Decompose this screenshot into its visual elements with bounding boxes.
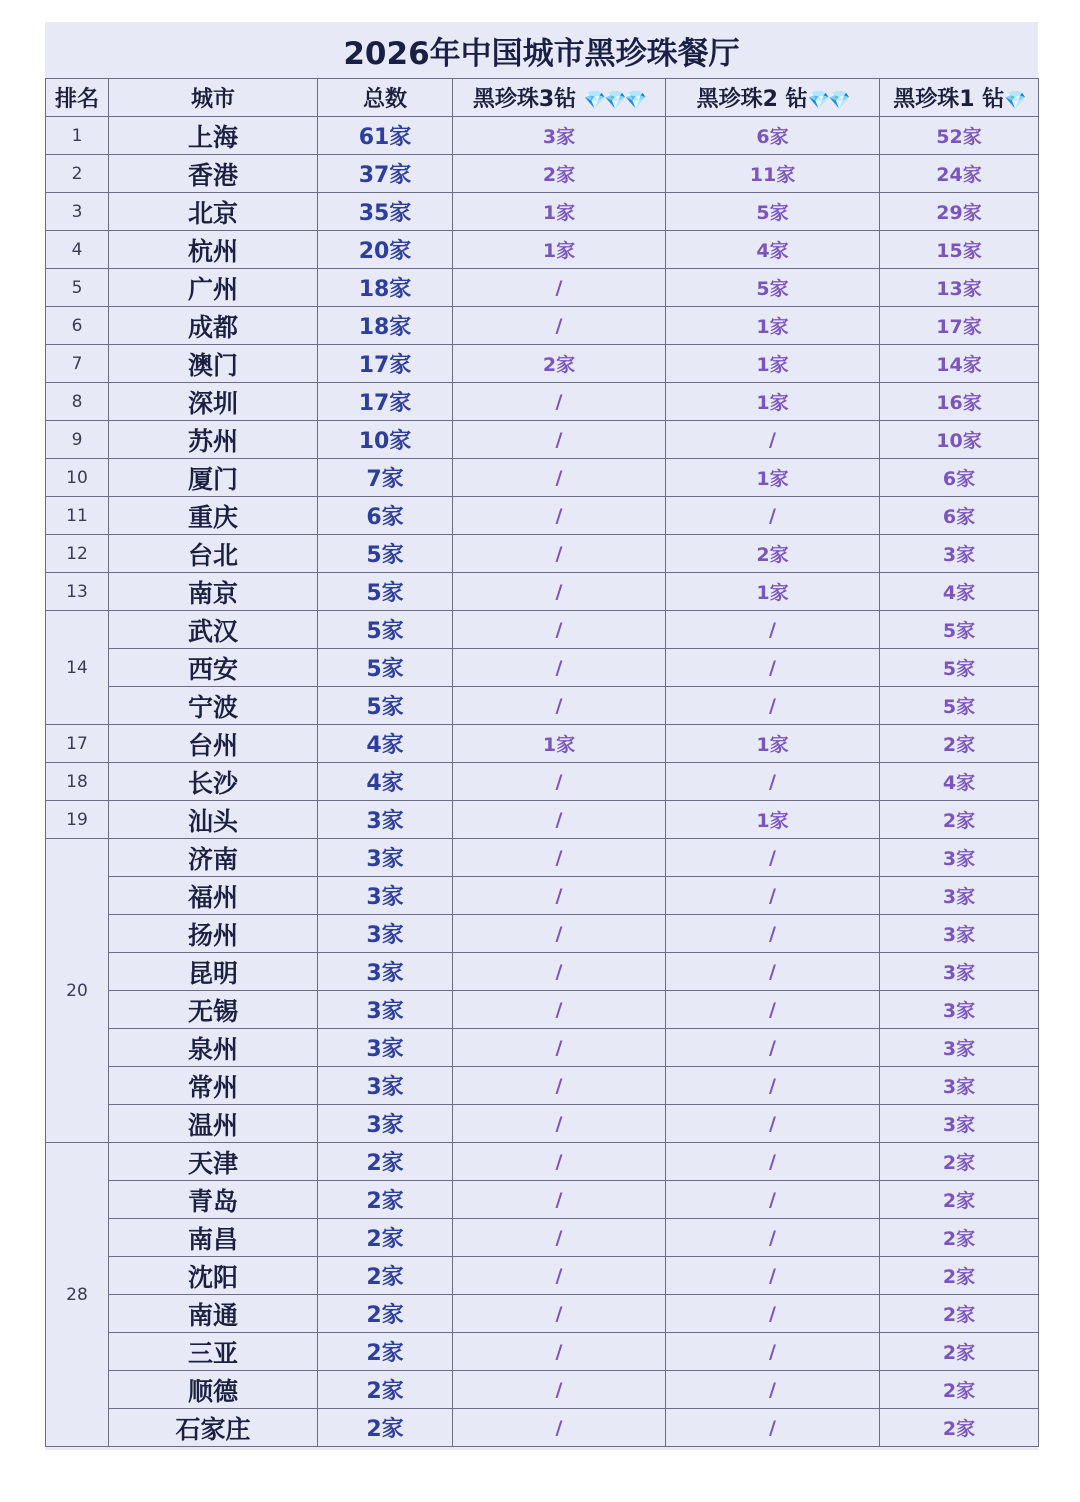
total-cell: 3家 — [318, 801, 453, 839]
total-cell: 10家 — [318, 421, 453, 459]
total-cell: 5家 — [318, 611, 453, 649]
one-diamond-cell: 5家 — [880, 687, 1039, 725]
header-rank: 排名 — [46, 79, 109, 117]
total-cell: 3家 — [318, 877, 453, 915]
rank-cell: 10 — [46, 459, 109, 497]
table-row — [46, 839, 1039, 877]
city-cell: 青岛 — [109, 1181, 318, 1219]
rank-cell: 12 — [46, 535, 109, 573]
table-row — [46, 535, 1039, 573]
one-diamond-cell: 24家 — [880, 155, 1039, 193]
two-diamond-cell: / — [666, 763, 880, 801]
two-diamond-cell: / — [666, 1105, 880, 1143]
table-row — [46, 459, 1039, 497]
three-diamond-cell: 1家 — [453, 193, 666, 231]
two-diamond-cell: / — [666, 953, 880, 991]
table-row — [46, 117, 1039, 155]
three-diamond-cell: / — [453, 1105, 666, 1143]
rank-cell: 3 — [46, 193, 109, 231]
three-diamond-cell: / — [453, 1409, 666, 1447]
table-row — [46, 269, 1039, 307]
table-row — [46, 1143, 1039, 1181]
three-diamond-cell: / — [453, 801, 666, 839]
rank-cell: 6 — [46, 307, 109, 345]
total-cell: 2家 — [318, 1219, 453, 1257]
three-diamond-cell: / — [453, 953, 666, 991]
three-diamond-cell: / — [453, 497, 666, 535]
city-cell: 三亚 — [109, 1333, 318, 1371]
two-diamond-cell: / — [666, 1067, 880, 1105]
city-cell: 广州 — [109, 269, 318, 307]
rank-cell: 8 — [46, 383, 109, 421]
header-city: 城市 — [109, 79, 318, 117]
one-diamond-cell: 3家 — [880, 535, 1039, 573]
two-diamond-cell: / — [666, 497, 880, 535]
table-row — [46, 877, 1039, 915]
city-cell: 温州 — [109, 1105, 318, 1143]
header-2-diamond-label: 黑珍珠2 钻 — [696, 87, 808, 112]
city-cell: 常州 — [109, 1067, 318, 1105]
rank-cell: 4 — [46, 231, 109, 269]
table-row — [46, 1371, 1039, 1409]
one-diamond-cell: 3家 — [880, 839, 1039, 877]
table-row — [46, 573, 1039, 611]
three-diamond-cell: / — [453, 1257, 666, 1295]
ranking-sheet — [45, 22, 1038, 1450]
three-diamond-cell: 2家 — [453, 155, 666, 193]
table-row — [46, 307, 1039, 345]
city-cell: 泉州 — [109, 1029, 318, 1067]
total-cell: 3家 — [318, 915, 453, 953]
diamond-icon: 💎 — [1004, 90, 1025, 111]
diamond-icon: 💎💎 — [807, 90, 849, 111]
three-diamond-cell: 3家 — [453, 117, 666, 155]
total-cell: 5家 — [318, 649, 453, 687]
total-cell: 17家 — [318, 383, 453, 421]
three-diamond-cell: / — [453, 1143, 666, 1181]
one-diamond-cell: 15家 — [880, 231, 1039, 269]
three-diamond-cell: / — [453, 383, 666, 421]
table-body — [46, 117, 1039, 1447]
city-cell: 苏州 — [109, 421, 318, 459]
two-diamond-cell: / — [666, 1181, 880, 1219]
one-diamond-cell: 2家 — [880, 801, 1039, 839]
three-diamond-cell: / — [453, 687, 666, 725]
two-diamond-cell: / — [666, 1409, 880, 1447]
total-cell: 2家 — [318, 1371, 453, 1409]
two-diamond-cell: / — [666, 611, 880, 649]
two-diamond-cell: 1家 — [666, 725, 880, 763]
city-cell: 昆明 — [109, 953, 318, 991]
three-diamond-cell: / — [453, 1181, 666, 1219]
two-diamond-cell: / — [666, 1371, 880, 1409]
three-diamond-cell: / — [453, 307, 666, 345]
two-diamond-cell: / — [666, 1219, 880, 1257]
two-diamond-cell: / — [666, 877, 880, 915]
total-cell: 5家 — [318, 573, 453, 611]
total-cell: 2家 — [318, 1143, 453, 1181]
total-cell: 3家 — [318, 1029, 453, 1067]
one-diamond-cell: 3家 — [880, 877, 1039, 915]
one-diamond-cell: 5家 — [880, 611, 1039, 649]
two-diamond-cell: / — [666, 687, 880, 725]
city-cell: 杭州 — [109, 231, 318, 269]
table-row — [46, 991, 1039, 1029]
city-cell: 顺德 — [109, 1371, 318, 1409]
total-cell: 3家 — [318, 1067, 453, 1105]
rank-cell: 5 — [46, 269, 109, 307]
rank-cell: 18 — [46, 763, 109, 801]
one-diamond-cell: 2家 — [880, 1257, 1039, 1295]
city-cell: 扬州 — [109, 915, 318, 953]
table-row — [46, 497, 1039, 535]
three-diamond-cell: 2家 — [453, 345, 666, 383]
three-diamond-cell: / — [453, 991, 666, 1029]
total-cell: 2家 — [318, 1333, 453, 1371]
total-cell: 7家 — [318, 459, 453, 497]
one-diamond-cell: 29家 — [880, 193, 1039, 231]
total-cell: 2家 — [318, 1257, 453, 1295]
two-diamond-cell: 1家 — [666, 383, 880, 421]
city-cell: 重庆 — [109, 497, 318, 535]
three-diamond-cell: / — [453, 573, 666, 611]
city-cell: 香港 — [109, 155, 318, 193]
one-diamond-cell: 3家 — [880, 1029, 1039, 1067]
one-diamond-cell: 10家 — [880, 421, 1039, 459]
table-row — [46, 953, 1039, 991]
one-diamond-cell: 3家 — [880, 953, 1039, 991]
two-diamond-cell: 1家 — [666, 801, 880, 839]
two-diamond-cell: 5家 — [666, 269, 880, 307]
two-diamond-cell: / — [666, 1333, 880, 1371]
two-diamond-cell: 1家 — [666, 459, 880, 497]
total-cell: 2家 — [318, 1409, 453, 1447]
three-diamond-cell: / — [453, 649, 666, 687]
rank-cell: 19 — [46, 801, 109, 839]
city-cell: 宁波 — [109, 687, 318, 725]
total-cell: 37家 — [318, 155, 453, 193]
city-cell: 成都 — [109, 307, 318, 345]
three-diamond-cell: / — [453, 915, 666, 953]
header-1-diamond-label: 黑珍珠1 钻 — [893, 87, 1005, 112]
total-cell: 18家 — [318, 269, 453, 307]
table-row — [46, 687, 1039, 725]
table-row — [46, 1181, 1039, 1219]
table-row — [46, 383, 1039, 421]
rank-cell: 20 — [46, 839, 109, 1143]
two-diamond-cell: / — [666, 991, 880, 1029]
table-row — [46, 421, 1039, 459]
one-diamond-cell: 2家 — [880, 725, 1039, 763]
three-diamond-cell: / — [453, 459, 666, 497]
one-diamond-cell: 4家 — [880, 763, 1039, 801]
total-cell: 5家 — [318, 687, 453, 725]
three-diamond-cell: / — [453, 763, 666, 801]
city-cell: 福州 — [109, 877, 318, 915]
two-diamond-cell: / — [666, 915, 880, 953]
one-diamond-cell: 3家 — [880, 991, 1039, 1029]
two-diamond-cell: / — [666, 421, 880, 459]
table-row — [46, 611, 1039, 649]
city-cell: 南京 — [109, 573, 318, 611]
total-cell: 17家 — [318, 345, 453, 383]
total-cell: 2家 — [318, 1181, 453, 1219]
total-cell: 18家 — [318, 307, 453, 345]
total-cell: 6家 — [318, 497, 453, 535]
city-cell: 澳门 — [109, 345, 318, 383]
city-cell: 西安 — [109, 649, 318, 687]
one-diamond-cell: 3家 — [880, 1105, 1039, 1143]
diamond-icon: 💎💎💎 — [583, 90, 646, 111]
three-diamond-cell: 1家 — [453, 725, 666, 763]
table-row — [46, 801, 1039, 839]
rank-cell: 28 — [46, 1143, 109, 1447]
header-2-diamond — [666, 79, 880, 117]
page-title: 2026年中国城市黑珍珠餐厅 — [45, 22, 1038, 79]
city-cell: 汕头 — [109, 801, 318, 839]
one-diamond-cell: 2家 — [880, 1143, 1039, 1181]
total-cell: 3家 — [318, 1105, 453, 1143]
total-cell: 3家 — [318, 839, 453, 877]
table-row — [46, 915, 1039, 953]
two-diamond-cell: / — [666, 1143, 880, 1181]
rank-cell: 9 — [46, 421, 109, 459]
two-diamond-cell: / — [666, 1029, 880, 1067]
one-diamond-cell: 2家 — [880, 1219, 1039, 1257]
three-diamond-cell: 1家 — [453, 231, 666, 269]
one-diamond-cell: 3家 — [880, 915, 1039, 953]
header-total: 总数 — [318, 79, 453, 117]
total-cell: 3家 — [318, 991, 453, 1029]
two-diamond-cell: 1家 — [666, 345, 880, 383]
one-diamond-cell: 2家 — [880, 1409, 1039, 1447]
city-cell: 武汉 — [109, 611, 318, 649]
one-diamond-cell: 52家 — [880, 117, 1039, 155]
table-row — [46, 193, 1039, 231]
three-diamond-cell: / — [453, 1295, 666, 1333]
one-diamond-cell: 2家 — [880, 1371, 1039, 1409]
total-cell: 35家 — [318, 193, 453, 231]
header-3-diamond — [453, 79, 666, 117]
two-diamond-cell: 6家 — [666, 117, 880, 155]
table-row — [46, 345, 1039, 383]
table-row — [46, 1257, 1039, 1295]
total-cell: 2家 — [318, 1295, 453, 1333]
total-cell: 4家 — [318, 763, 453, 801]
two-diamond-cell: 5家 — [666, 193, 880, 231]
two-diamond-cell: / — [666, 649, 880, 687]
rank-cell: 13 — [46, 573, 109, 611]
table-row — [46, 1295, 1039, 1333]
city-cell: 深圳 — [109, 383, 318, 421]
total-cell: 4家 — [318, 725, 453, 763]
table-row — [46, 231, 1039, 269]
table-row — [46, 1067, 1039, 1105]
three-diamond-cell: / — [453, 1219, 666, 1257]
one-diamond-cell: 14家 — [880, 345, 1039, 383]
rank-cell: 14 — [46, 611, 109, 725]
header-3-diamond-label: 黑珍珠3钻 — [472, 87, 577, 112]
two-diamond-cell: / — [666, 839, 880, 877]
rank-cell: 1 — [46, 117, 109, 155]
header-row — [46, 79, 1039, 117]
three-diamond-cell: / — [453, 535, 666, 573]
total-cell: 61家 — [318, 117, 453, 155]
table-row — [46, 1333, 1039, 1371]
city-cell: 台北 — [109, 535, 318, 573]
three-diamond-cell: / — [453, 1067, 666, 1105]
table-row — [46, 763, 1039, 801]
two-diamond-cell: / — [666, 1257, 880, 1295]
three-diamond-cell: / — [453, 1029, 666, 1067]
two-diamond-cell: 1家 — [666, 573, 880, 611]
city-cell: 天津 — [109, 1143, 318, 1181]
total-cell: 20家 — [318, 231, 453, 269]
city-cell: 无锡 — [109, 991, 318, 1029]
table-row — [46, 155, 1039, 193]
table-row — [46, 1029, 1039, 1067]
rank-cell: 17 — [46, 725, 109, 763]
two-diamond-cell: / — [666, 1295, 880, 1333]
ranking-table — [45, 78, 1039, 1447]
city-cell: 台州 — [109, 725, 318, 763]
three-diamond-cell: / — [453, 1333, 666, 1371]
one-diamond-cell: 2家 — [880, 1333, 1039, 1371]
one-diamond-cell: 6家 — [880, 459, 1039, 497]
one-diamond-cell: 2家 — [880, 1295, 1039, 1333]
two-diamond-cell: 11家 — [666, 155, 880, 193]
city-cell: 南昌 — [109, 1219, 318, 1257]
one-diamond-cell: 13家 — [880, 269, 1039, 307]
three-diamond-cell: / — [453, 839, 666, 877]
one-diamond-cell: 6家 — [880, 497, 1039, 535]
city-cell: 厦门 — [109, 459, 318, 497]
one-diamond-cell: 5家 — [880, 649, 1039, 687]
rank-cell: 11 — [46, 497, 109, 535]
three-diamond-cell: / — [453, 421, 666, 459]
table-row — [46, 1105, 1039, 1143]
table-row — [46, 1409, 1039, 1447]
city-cell: 沈阳 — [109, 1257, 318, 1295]
three-diamond-cell: / — [453, 877, 666, 915]
rank-cell: 2 — [46, 155, 109, 193]
total-cell: 5家 — [318, 535, 453, 573]
one-diamond-cell: 16家 — [880, 383, 1039, 421]
city-cell: 上海 — [109, 117, 318, 155]
city-cell: 南通 — [109, 1295, 318, 1333]
one-diamond-cell: 4家 — [880, 573, 1039, 611]
city-cell: 北京 — [109, 193, 318, 231]
table-row — [46, 649, 1039, 687]
two-diamond-cell: 2家 — [666, 535, 880, 573]
table-row — [46, 1219, 1039, 1257]
three-diamond-cell: / — [453, 269, 666, 307]
one-diamond-cell: 2家 — [880, 1181, 1039, 1219]
total-cell: 3家 — [318, 953, 453, 991]
header-1-diamond — [880, 79, 1039, 117]
city-cell: 石家庄 — [109, 1409, 318, 1447]
city-cell: 济南 — [109, 839, 318, 877]
three-diamond-cell: / — [453, 1371, 666, 1409]
two-diamond-cell: 4家 — [666, 231, 880, 269]
two-diamond-cell: 1家 — [666, 307, 880, 345]
city-cell: 长沙 — [109, 763, 318, 801]
one-diamond-cell: 3家 — [880, 1067, 1039, 1105]
rank-cell: 7 — [46, 345, 109, 383]
three-diamond-cell: / — [453, 611, 666, 649]
table-row — [46, 725, 1039, 763]
one-diamond-cell: 17家 — [880, 307, 1039, 345]
